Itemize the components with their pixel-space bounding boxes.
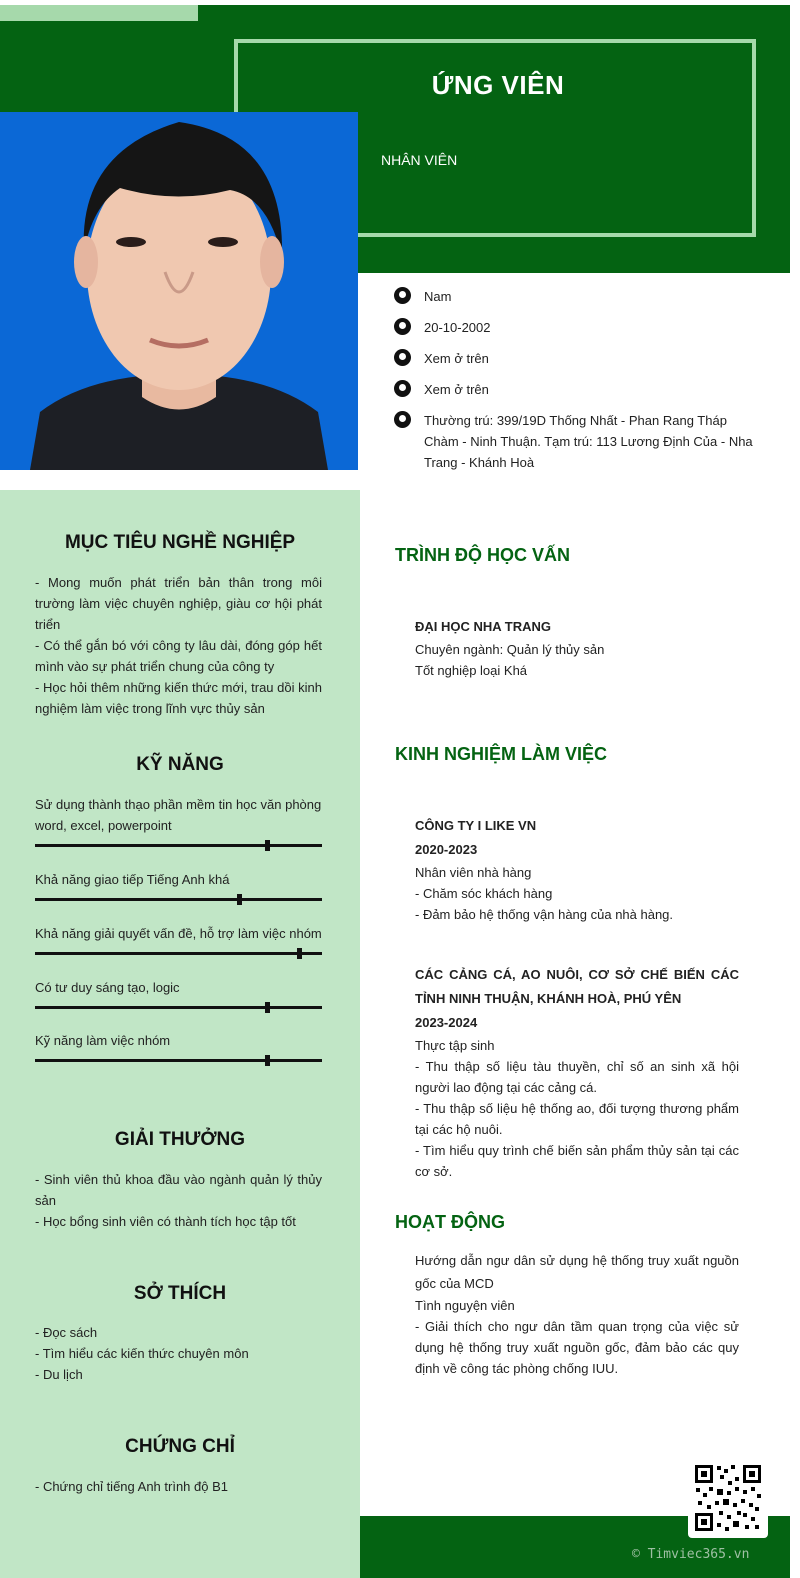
location-icon: [394, 411, 411, 428]
skill-level-marker: [297, 948, 302, 959]
portrait-photo: [0, 112, 358, 470]
watermark: © Timviec365.vn: [632, 1547, 750, 1562]
clock-icon: [394, 318, 411, 335]
job-period: 2020-2023: [415, 842, 478, 857]
skill-bar: [35, 844, 322, 847]
job-block: CÔNG TY I LIKE VN 2020-2023 Nhân viên nhà hàng - Chăm sóc khách hàng - Đảm bảo hệ thống vận hàng của nhà hàng.: [415, 814, 739, 925]
skill-item: Kỹ năng làm việc nhóm: [35, 1030, 322, 1062]
skill-bar: [35, 1006, 322, 1009]
skill-bar: [35, 898, 322, 901]
activity-name: Hướng dẫn ngư dân sử dụng hệ thống truy xuất nguồn gốc của MCD: [415, 1253, 739, 1291]
major: Chuyên ngành: Quản lý thủy sản: [415, 642, 605, 657]
header-accent: [0, 5, 198, 21]
skill-item: Khả năng giao tiếp Tiếng Anh khá: [35, 869, 322, 901]
experience-title: KINH NGHIỆM LÀM VIỆC: [395, 744, 608, 764]
skill-bar: [35, 1059, 322, 1062]
job-role: Thực tập sinh: [415, 1038, 495, 1053]
company-name: CÁC CẢNG CÁ, AO NUÔI, CƠ SỞ CHẾ BIẾN CÁC TỈNH NINH THUẬN, KHÁNH HOÀ, PHÚ YÊN: [415, 967, 739, 1006]
activity-detail: - Giải thích cho ngư dân tầm quan trọng của việc sử dụng hệ thống truy xuất nguồn gốc, đảm bảo các quy định về công tác phòng chống IUU.: [415, 1319, 739, 1376]
activity-block: [415, 1249, 739, 1379]
qr-code-icon: [688, 1458, 768, 1538]
candidate-position: NHÂN VIÊN: [381, 152, 458, 168]
skills-title: KỸ NĂNG: [136, 754, 224, 775]
job-block: CÁC CẢNG CÁ, AO NUÔI, CƠ SỞ CHẾ BIẾN CÁC TỈNH NINH THUẬN, KHÁNH HOÀ, PHÚ YÊN 2023-2024 Thực tập sinh - Thu thập số liệu tàu thuyền, chỉ số an sinh xã hội người lao động tại các cảng cá. - Thu thập số liệu hệ thống ao, đối tượng thương phẩm tại các hộ nuôi. - Tìm hiểu quy trình chế biến sản phẩm thủy sản tại các cơ sở.: [415, 963, 739, 1182]
skill-level-marker: [265, 1055, 270, 1066]
activities-title: HOẠT ĐỘNG: [395, 1212, 505, 1232]
skill-item: Sử dụng thành thạo phần mềm tin học văn phòng word, excel, powerpoint: [35, 794, 322, 847]
objective-title: MỤC TIÊU NGHỀ NGHIỆP: [64, 532, 296, 553]
person-icon: [394, 287, 411, 304]
activity-role: Tình nguyện viên: [415, 1298, 515, 1313]
school-name: ĐẠI HỌC NHA TRANG: [415, 619, 552, 634]
company-name: CÔNG TY I LIKE VN: [415, 818, 537, 833]
contact-address: Thường trú: 399/19D Thống Nhất - Phan Rang Tháp Chàm - Ninh Thuận. Tạm trú: 113 Lương Định Của - Nha Trang - Khánh Hoà: [394, 410, 754, 473]
skill-level-marker: [265, 1002, 270, 1013]
grade: Tốt nghiệp loại Khá: [415, 663, 528, 678]
contact-gender: Nam: [394, 286, 754, 307]
job-period: 2023-2024: [415, 1015, 478, 1030]
contact-email: Xem ở trên: [394, 379, 754, 400]
hobbies-text: - Đọc sách - Tìm hiểu các kiến thức chuyên môn - Du lịch: [35, 1325, 249, 1382]
skill-item: Có tư duy sáng tạo, logic: [35, 977, 322, 1009]
hobbies-title: SỞ THÍCH: [133, 1283, 227, 1304]
skill-level-marker: [237, 894, 242, 905]
skill-item: Khả năng giải quyết vấn đề, hỗ trợ làm việc nhóm: [35, 923, 322, 955]
education-block: [415, 615, 739, 681]
candidate-name: ỨNG VIÊN: [431, 70, 565, 100]
job-role: Nhân viên nhà hàng: [415, 865, 532, 880]
skill-bar: [35, 952, 322, 955]
skill-level-marker: [265, 840, 270, 851]
contact-list: [394, 286, 754, 483]
awards-text: - Sinh viên thủ khoa đầu vào ngành quản lý thủy sản - Học bổng sinh viên có thành tích học tập tốt: [35, 1172, 322, 1229]
education-title: TRÌNH ĐỘ HỌC VẤN: [395, 545, 570, 565]
phone-icon: [394, 349, 411, 366]
contact-phone: Xem ở trên: [394, 348, 754, 369]
certificates-text: - Chứng chỉ tiếng Anh trình độ B1: [35, 1479, 228, 1494]
avatar: [0, 112, 358, 470]
objective-text: - Mong muốn phát triển bản thân trong môi trường làm việc chuyên nghiệp, giàu cơ hội phát triển - Có thể gắn bó với công ty lâu dài, đóng góp hết mình vào sự phát triển chung của công ty - Học hỏi thêm những kiến thức mới, trau dồi kinh nghiệm làm việc trong lĩnh vực thủy sản: [35, 575, 322, 716]
certificates-title: CHỨNG CHỈ: [125, 1436, 235, 1457]
contact-birthday: 20-10-2002: [394, 317, 754, 338]
awards-title: GIẢI THƯỞNG: [114, 1129, 246, 1150]
email-icon: [394, 380, 411, 397]
